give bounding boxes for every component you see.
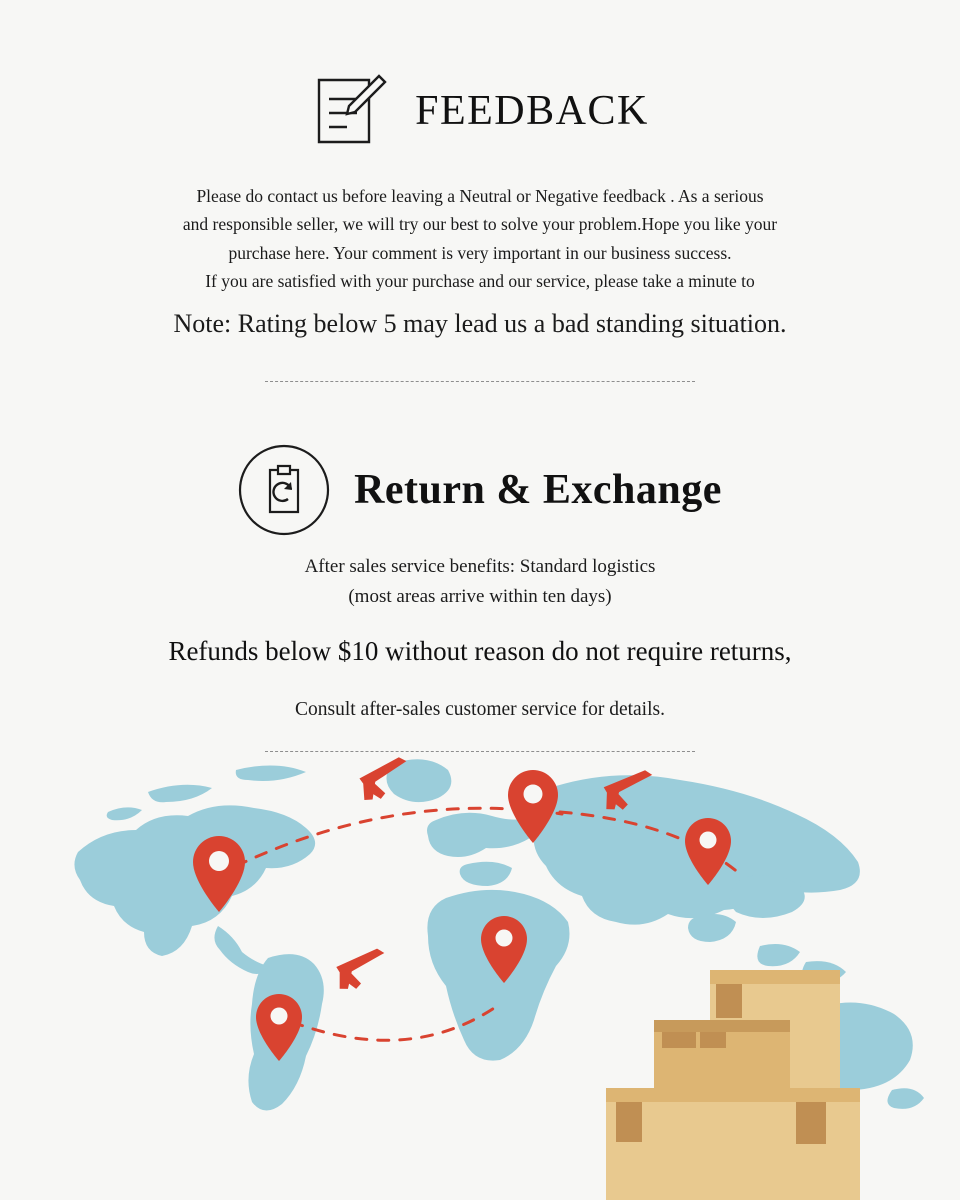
return-highlight: Refunds below $10 without reason do not require returns, — [168, 636, 792, 667]
return-line-2: (most areas arrive within ten days) — [348, 585, 612, 607]
return-clipboard-arrow-icon — [238, 444, 330, 536]
feedback-line-4: If you are satisfied with your purchase and our service, please take a minute to — [205, 271, 755, 292]
feedback-title: FEEDBACK — [415, 88, 649, 134]
return-line-1: After sales service benefits: Standard logistics — [304, 556, 656, 578]
feedback-note-pencil-icon — [311, 72, 389, 150]
feedback-line-3: purchase here. Your comment is very important in our business success. — [228, 242, 732, 263]
shipping-boxes-illustration — [606, 970, 860, 1200]
return-exchange-title: Return & Exchange — [354, 467, 722, 514]
feedback-header — [0, 0, 960, 150]
feedback-note: Note: Rating below 5 may lead us a bad standing situation. — [173, 309, 787, 339]
feedback-line-1: Please do contact us before leaving a Neutral or Negative feedback . As a serious — [196, 186, 764, 206]
world-map-shipping-illustration — [0, 740, 960, 1200]
return-exchange-body — [0, 552, 960, 725]
feedback-body — [0, 182, 960, 345]
return-exchange-header — [0, 444, 960, 536]
return-consult: Consult after-sales customer service for details. — [295, 699, 665, 721]
feedback-line-2: and responsible seller, we will try our best to solve your problem.Hope you like your — [182, 214, 778, 235]
section-divider-1 — [265, 381, 695, 382]
